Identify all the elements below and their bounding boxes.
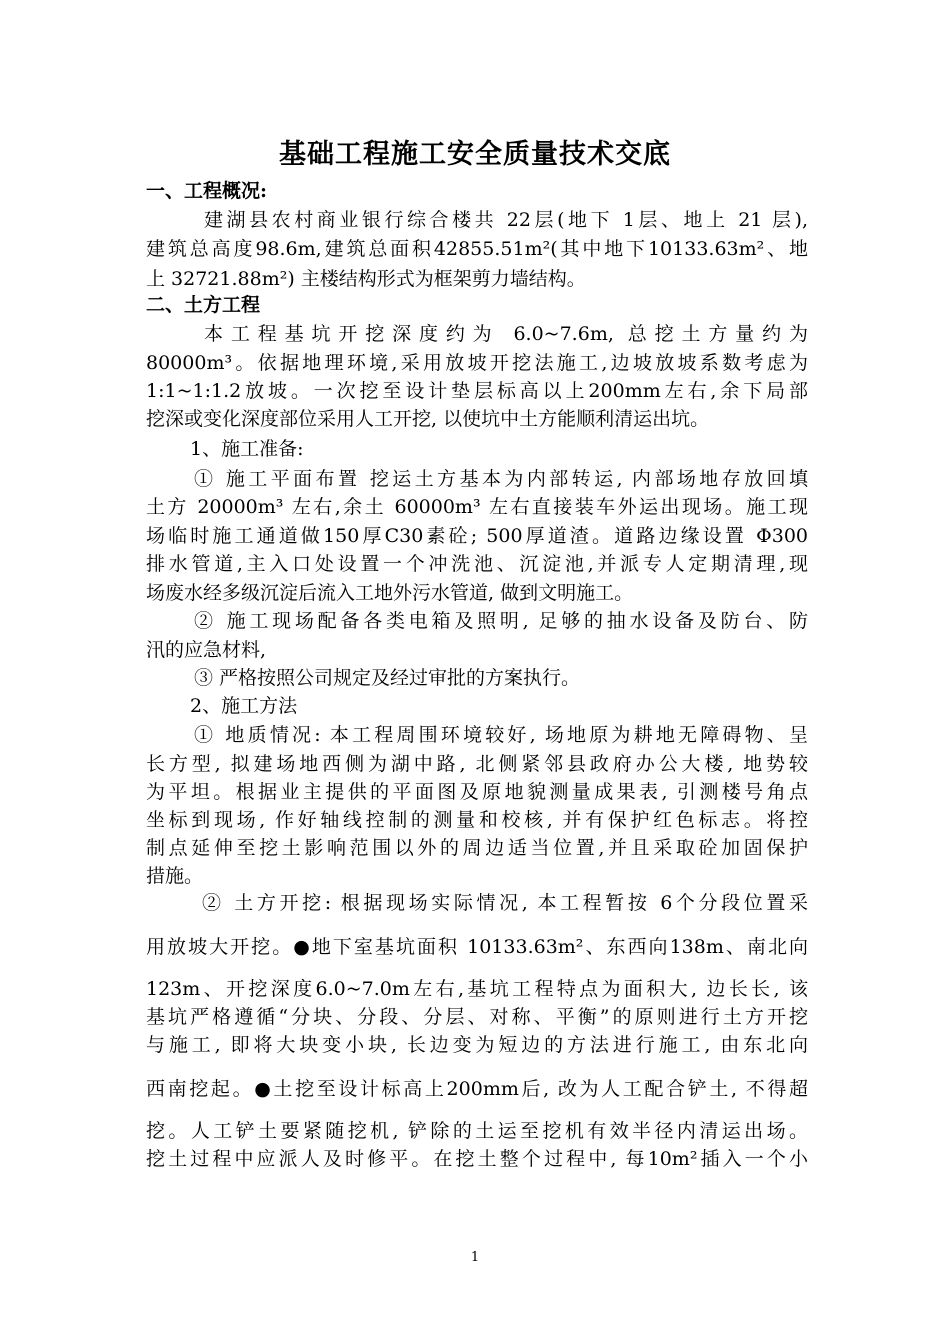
paragraph-line: 措施。 (146, 865, 204, 887)
paragraph-line: 与施工, 即将大块变小块, 长边变为短边的方法进行施工, 由东北向 (146, 1034, 808, 1056)
paragraph-line: 坐标到现场, 作好轴线控制的测量和校核, 并有保护红色标志。将控 (146, 809, 808, 831)
paragraph-line: 用放坡大开挖。●地下室基坑面积 10133.63m²、东西向138m、南北向 (146, 936, 808, 958)
paragraph-line: 长方型, 拟建场地西侧为湖中路, 北侧紧邻县政府办公大楼, 地势较 (146, 753, 808, 775)
paragraph-line: 123m、开挖深度6.0~7.0m左右,基坑工程特点为面积大, 边长长, 该 (146, 978, 808, 1000)
paragraph-line: ② 土方开挖: 根据现场实际情况, 本工程暂按 6个分段位置采 (202, 892, 808, 914)
paragraph-line: 排水管道,主入口处设置一个冲洗池、沉淀池,并派专人定期清理,现 (146, 553, 808, 575)
paragraph-line: ③ 严格按照公司规定及经过审批的方案执行。 (194, 667, 581, 689)
section-heading-overview: 一、工程概况: (146, 180, 268, 202)
paragraph-line: 本工程基坑开挖深度约为 6.0~7.6m, 总挖土方量约为 (204, 323, 808, 345)
paragraph-line: ② 施工现场配备各类电箱及照明, 足够的抽水设备及防台、防 (194, 610, 808, 632)
section-heading-earthwork: 二、土方工程 (146, 294, 261, 316)
paragraph-line: 场废水经多级沉淀后流入工地外污水管道, 做到文明施工。 (146, 582, 634, 604)
paragraph-line: ① 施工平面布置 挖运土方基本为内部转运, 内部场地存放回填 (194, 468, 808, 490)
paragraph-line: 挖深或变化深度部位采用人工开挖, 以使坑中土方能顺利清运出坑。 (146, 408, 710, 430)
paragraph-line: 为平坦。根据业主提供的平面图及原地貌测量成果表, 引测楼号角点 (146, 781, 808, 803)
paragraph-line: 基坑严格遵循“分块、分段、分层、对称、平衡”的原则进行土方开挖 (146, 1006, 808, 1028)
subsection-heading-preparation: 1、施工准备: (190, 438, 304, 460)
paragraph-line: 上 32721.88m²) 主楼结构形式为框架剪力墙结构。 (146, 268, 586, 290)
paragraph-line: ① 地质情况: 本工程周围环境较好, 场地原为耕地无障碍物、呈 (194, 724, 808, 746)
paragraph-line: 80000m³。依据地理环境,采用放坡开挖法施工,边坡放坡系数考虑为 (146, 352, 808, 374)
paragraph-line: 西南挖起。●土挖至设计标高上200mm后, 改为人工配合铲土, 不得超 (146, 1078, 808, 1100)
paragraph-line: 土方 20000m³ 左右,余土 60000m³ 左右直接装车外运出现场。施工现 (146, 496, 808, 518)
paragraph-line: 制点延伸至挖土影响范围以外的周边适当位置,并且采取砼加固保护 (146, 837, 808, 859)
paragraph-line: 建湖县农村商业银行综合楼共 22层(地下 1层、地上 21 层), (204, 209, 808, 231)
paragraph-line: 建筑总高度98.6m,建筑总面积42855.51m²(其中地下10133.63m²、地 (146, 238, 808, 260)
paragraph-line: 挖。人工铲土要紧随挖机, 铲除的土运至挖机有效半径内清运出场。 (146, 1120, 808, 1142)
paragraph-line: 1:1~1:1.2放坡。一次挖至设计垫层标高以上200mm左右,余下局部 (146, 380, 808, 402)
paragraph-line: 挖土过程中应派人及时修平。在挖土整个过程中, 每10m²插入一个小 (146, 1148, 808, 1170)
paragraph-line: 场临时施工通道做150厚C30素砼; 500厚道渣。道路边缘设置 Φ300 (146, 525, 808, 547)
subsection-heading-method: 2、施工方法 (190, 695, 298, 717)
page-number: 1 (470, 1250, 480, 1265)
paragraph-line: 汛的应急材料, (146, 639, 267, 661)
document-title: 基础工程施工安全质量技术交底 (279, 139, 671, 170)
